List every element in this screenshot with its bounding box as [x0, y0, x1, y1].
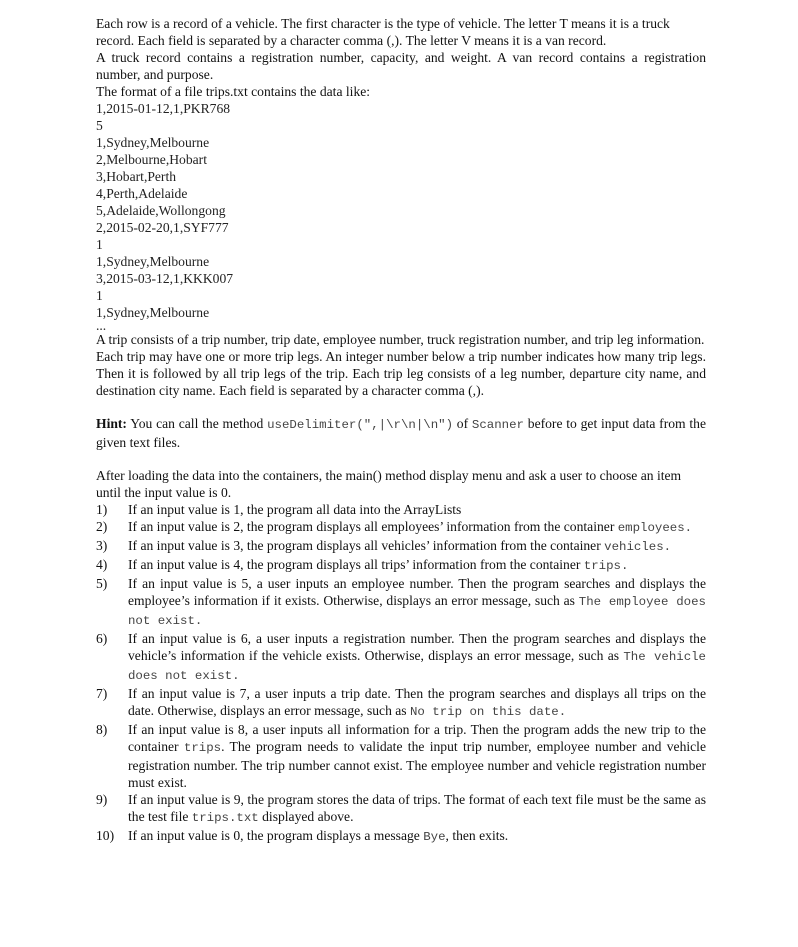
hint-label: Hint:: [96, 416, 127, 431]
menu-item-text: [128, 518, 706, 537]
menu-item-number: 4): [96, 557, 108, 572]
file-line: 3,2015-03-12,1,KKK007: [96, 271, 234, 286]
menu-item-text-part: If an input value is 4, the program displays all trips’ information from the container: [128, 557, 584, 572]
menu-item: [96, 721, 706, 791]
file-line: 1,Sydney,Melbourne: [96, 254, 210, 269]
menu-item-number: 10): [96, 828, 115, 843]
hint-code-delimiter: useDelimiter(",|\r\n|\n"): [267, 418, 453, 432]
menu-item-text: [128, 575, 706, 630]
menu-item: [96, 791, 706, 827]
menu-item-code: The vehicle does not exist.: [128, 650, 706, 683]
trip-description-1: A trip consists of a trip number, trip date, employee number, truck registration number, and trip leg information.: [96, 332, 705, 347]
file-line: 1,2015-01-12,1,PKR768: [96, 101, 231, 116]
file-line: 2,Melbourne,Hobart: [96, 152, 207, 167]
file-line: 1,Sydney,Melbourne: [96, 305, 210, 320]
menu-item: [96, 630, 706, 685]
menu-item-code: The employee does not exist.: [128, 595, 706, 628]
file-line: 1: [96, 237, 103, 252]
menu-intro: After loading the data into the containers, the main() method display menu and ask a user to choose an item until the input value is 0.: [96, 468, 682, 500]
intro-paragraph-1: Each row is a record of a vehicle. The first character is the type of vehicle. The letter T means it is a truck record. Each field is separated by a character comma (,). The letter V means it is a van record.: [96, 16, 670, 48]
menu-item: [96, 501, 706, 518]
menu-item-text-part: If an input value is 6, a user inputs a registration number. Then the program searches and displays the vehicle’s information if the vehicle exists. Otherwise, displays an error message, such as: [128, 631, 706, 663]
menu-list: [96, 501, 706, 846]
menu-item-text-part: If an input value is 5, a user inputs an employee number. Then the program searches and displays the employee’s information if it exists. Otherwise, displays an error message, such as: [128, 576, 706, 608]
menu-item-text-part: If an input value is 1, the program all data into the ArrayLists: [128, 502, 462, 517]
menu-item-number: 5): [96, 576, 108, 591]
menu-item-code: No trip on this date.: [409, 705, 567, 719]
intro-paragraph-2: A truck record contains a registration number, capacity, and weight. A van record contains a registration number, and purpose.: [96, 50, 706, 82]
file-line: 3,Hobart,Perth: [96, 169, 177, 184]
menu-item-text: [128, 827, 706, 846]
menu-item: [96, 537, 706, 556]
menu-item-text: [128, 630, 706, 685]
menu-item-number: 7): [96, 686, 108, 701]
menu-item-text: [128, 501, 706, 518]
menu-item-number: 1): [96, 502, 108, 517]
hint-code-scanner: Scanner: [471, 418, 524, 432]
menu-item-text-part: If an input value is 8, a user inputs all information for a trip. Then the program adds the new trip to the container: [128, 722, 706, 754]
menu-item-code: employees.: [617, 521, 693, 535]
menu-item-text: [128, 791, 706, 827]
menu-item-text-part: If an input value is 3, the program displays all vehicles’ information from the container: [128, 538, 605, 553]
file-line: 1,Sydney,Melbourne: [96, 135, 210, 150]
menu-item: [96, 556, 706, 575]
document-page: [96, 15, 706, 846]
file-line: 4,Perth,Adelaide: [96, 186, 188, 201]
menu-item-number: 2): [96, 519, 108, 534]
menu-item-text: [128, 721, 706, 791]
trip-description-2: Each trip may have one or more trip legs. An integer number below a trip number indicates how many trip legs. Then it is followed by all trip legs of the trip. Each trip leg consists of a leg number, departure city name, and destination city name. Each field is separated by a character comma (,).: [96, 349, 706, 398]
menu-item-code: trips.: [583, 559, 629, 573]
menu-item-text-part: , then exits.: [445, 828, 509, 843]
menu-item-code: Bye: [423, 830, 446, 844]
intro-paragraph-3: The format of a file trips.txt contains the data like:: [96, 84, 371, 99]
menu-item-number: 3): [96, 538, 108, 553]
menu-item-text: [128, 556, 706, 575]
menu-item-number: 9): [96, 792, 108, 807]
menu-item-text-part: displayed above.: [258, 809, 354, 824]
menu-item: [96, 827, 706, 846]
menu-item-number: 6): [96, 631, 108, 646]
menu-item: [96, 685, 706, 721]
hint-text-1: You can call the method: [130, 416, 264, 431]
menu-item: [96, 518, 706, 537]
hint-text-2: of: [456, 416, 469, 431]
menu-item-text: [128, 537, 706, 556]
file-line: 2,2015-02-20,1,SYF777: [96, 220, 229, 235]
menu-item-text: [128, 685, 706, 721]
menu-item-text-part: . The program needs to validate the input trip number, employee number and vehicle registration number. The trip number cannot exist. The employee number and vehicle registration number must exist.: [128, 739, 706, 790]
menu-item-code: vehicles.: [604, 540, 672, 554]
hint-text-3: before to get input data from the given text files.: [96, 416, 707, 450]
file-line: 5: [96, 118, 103, 133]
menu-item: [96, 575, 706, 630]
menu-item-text-part: If an input value is 0, the program displays a message: [128, 828, 424, 843]
file-ellipsis: ...: [96, 318, 107, 333]
file-line: 1: [96, 288, 103, 303]
file-sample: [96, 100, 706, 331]
file-line: 5,Adelaide,Wollongong: [96, 203, 226, 218]
menu-item-text-part: If an input value is 2, the program displays all employees’ information from the container: [128, 519, 618, 534]
menu-item-number: 8): [96, 722, 108, 737]
menu-item-text-part: If an input value is 7, a user inputs a trip date. Then the program searches and displays all trips on the date. Otherwise, displays an error message, such as: [128, 686, 706, 718]
hint-paragraph: [96, 415, 706, 451]
menu-item-text-part: If an input value is 9, the program stores the data of trips. The format of each text file must be the same as the test file: [128, 792, 706, 824]
menu-item-code: trips: [183, 741, 222, 755]
menu-item-code: trips.txt: [191, 811, 259, 825]
